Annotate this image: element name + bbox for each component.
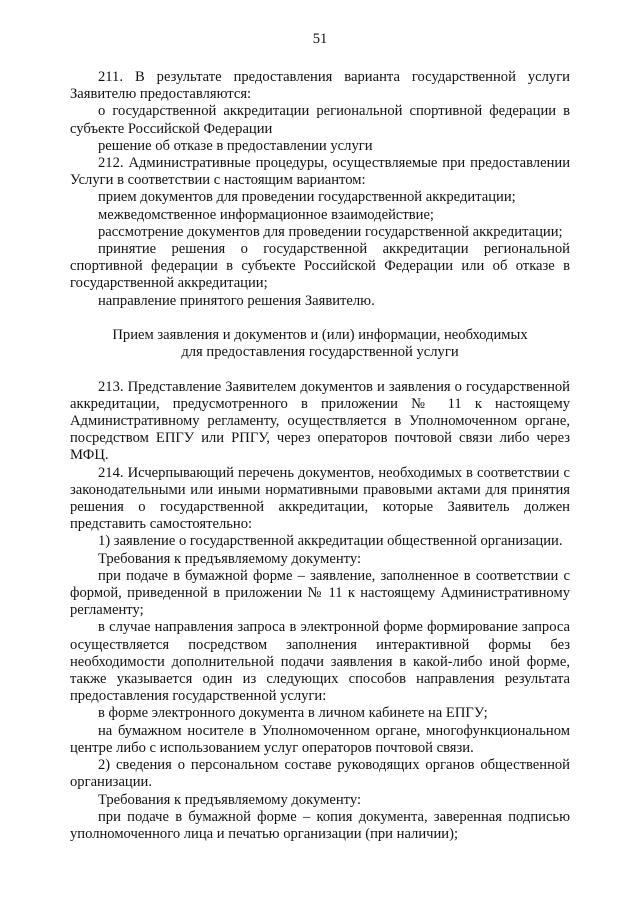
requirement-electronic-form: в случае направления запроса в электронной форме формирование запроса осуществляется посредством заполнения интерактивной формы без необходимости дополнительной подачи заявления в какой-либо иной форме, также указывается один из следующих способов направления результата предоставления государственной услуги: bbox=[70, 619, 570, 705]
paragraph-213: 213. Представление Заявителем документов и заявления о государственной аккредитации, предусмотренного в приложении № 11 к настоящему Административному регламенту, осуществляется в Уполномоченном органе, посредством ЕПГУ или РПГУ, через операторов почтовой связи либо через МФЦ. bbox=[70, 378, 570, 464]
procedure-item: направление принятого решения Заявителю. bbox=[98, 292, 375, 309]
delivery-method-item: в форме электронного документа в личном кабинете на ЕПГУ; bbox=[98, 705, 488, 722]
paragraph-212: 212. Административные процедуры, осуществляемые при предоставлении Услуги в соответствии с настоящим вариантом: bbox=[70, 155, 570, 189]
paragraph-result-accreditation: о государственной аккредитации региональной спортивной федерации в субъекте Российской Федерации bbox=[70, 103, 570, 137]
section-heading-line-1: Прием заявления и документов и (или) информации, необходимых bbox=[112, 327, 528, 344]
procedure-item: принятие решения о государственной аккредитации региональной спортивной федерации в субъекте Российской Федерации или об отказе в государственной аккредитации; bbox=[70, 241, 570, 292]
spacer bbox=[70, 310, 570, 327]
document-item-1: 1) заявление о государственной аккредитации общественной организации. bbox=[98, 533, 563, 550]
section-heading-line-2: для предоставления государственной услуги bbox=[181, 344, 459, 361]
requirements-label: Требования к предъявляемому документу: bbox=[98, 791, 362, 808]
requirement-paper-copy: при подаче в бумажной форме – копия документа, заверенная подписью уполномоченного лица и печатью организации (при наличии); bbox=[70, 808, 570, 842]
requirements-label: Требования к предъявляемому документу: bbox=[98, 550, 362, 567]
procedure-item: рассмотрение документов для проведении государственной аккредитации; bbox=[98, 223, 563, 240]
paragraph-214: 214. Исчерпывающий перечень документов, необходимых в соответствии с законодательными или иными нормативными правовыми актами для принятия решения о государственной аккредитации, которые Заявитель должен представить самостоятельно: bbox=[70, 464, 570, 533]
paragraph-211: 211. В результате предоставления варианта государственной услуги Заявителю предоставляются: bbox=[70, 69, 570, 103]
paragraph-result-refusal: решение об отказе в предоставлении услуги bbox=[98, 137, 373, 154]
requirement-paper-form: при подаче в бумажной форме – заявление, заполненное в соответствии с формой, приведенной в приложении № 11 к настоящему Административному регламенту; bbox=[70, 567, 570, 619]
procedure-item: межведомственное информационное взаимодействие; bbox=[98, 206, 434, 223]
spacer bbox=[70, 361, 570, 378]
page-number: 51 bbox=[312, 31, 328, 47]
document-body bbox=[70, 69, 570, 843]
delivery-method-item: на бумажном носителе в Уполномоченном органе, многофункциональном центре либо с использованием услуг операторов почтовой связи. bbox=[70, 722, 570, 756]
document-item-2: 2) сведения о персональном составе руководящих органов общественной организации. bbox=[70, 757, 570, 791]
procedure-item: прием документов для проведении государственной аккредитации; bbox=[98, 189, 516, 206]
